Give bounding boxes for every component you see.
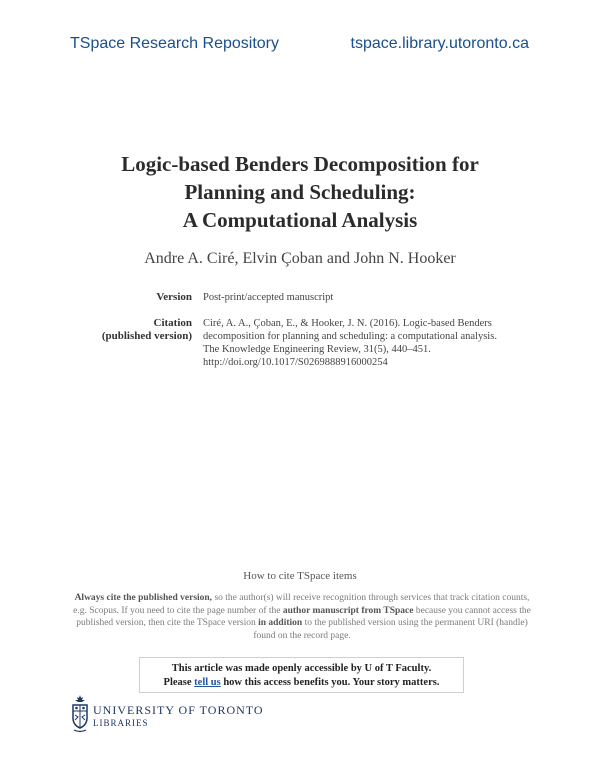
repository-url[interactable]: tspace.library.utoronto.ca <box>350 35 529 52</box>
citation-label-line1: Citation <box>153 317 192 329</box>
access-please: Please <box>163 677 195 688</box>
authors: Andre A. Ciré, Elvin Çoban and John N. Hooker <box>144 250 456 267</box>
citation-label <box>0 317 192 343</box>
notice-text-2: because you cannot access the published version, then cite the TSpace version <box>76 605 531 628</box>
uoft-crest-icon <box>70 694 90 734</box>
uoft-libraries-label: LIBRARIES <box>93 718 149 728</box>
uoft-libraries-logo[interactable] <box>70 694 264 734</box>
notice-text-1: so the author(s) will receive recognition through services that track citation counts, e.g. Scopus. If you need to cite the page number of the <box>73 593 530 616</box>
citation-line-2: decomposition for planning and scheduling: a computational analysis. <box>203 331 497 342</box>
open-access-notice <box>139 657 464 693</box>
version-value: Post-print/accepted manuscript <box>203 292 334 303</box>
notice-bold-2: author manuscript from TSpace <box>282 605 414 616</box>
repository-name: TSpace Research Repository <box>70 35 279 52</box>
citation-line-3: The Knowledge Engineering Review, 31(5), 440–451. <box>203 344 431 355</box>
citation-value <box>203 317 533 369</box>
access-line-2 <box>140 676 463 690</box>
how-to-cite-text <box>72 592 532 642</box>
citation-line-1: Ciré, A. A., Çoban, E., & Hooker, J. N. (2016). Logic-based Benders <box>203 318 492 329</box>
access-rest: how this access benefits you. Your story matters. <box>220 677 440 688</box>
notice-text-3: to the published version using the permanent URI (handle) found on the record page. <box>253 618 528 641</box>
citation-doi-link[interactable]: http://doi.org/10.1017/S0269888916000254 <box>203 357 388 368</box>
title-line-2: Planning and Scheduling: <box>184 180 416 204</box>
paper-title <box>0 150 600 234</box>
notice-bold-3: in addition <box>258 618 303 628</box>
uoft-name: UNIVERSITY OF TORONTO <box>93 703 264 717</box>
title-line-1: Logic-based Benders Decomposition for <box>121 152 479 176</box>
citation-label-line2: (published version) <box>101 330 192 342</box>
version-label: Version <box>156 291 192 303</box>
how-to-cite-heading: How to cite TSpace items <box>243 570 357 582</box>
title-line-3: A Computational Analysis <box>182 208 418 232</box>
access-line-1: This article was made openly accessible by U of T Faculty. <box>171 663 432 674</box>
notice-bold-1: Always cite the published version, <box>74 593 213 603</box>
tell-us-link[interactable]: tell us <box>194 677 221 688</box>
